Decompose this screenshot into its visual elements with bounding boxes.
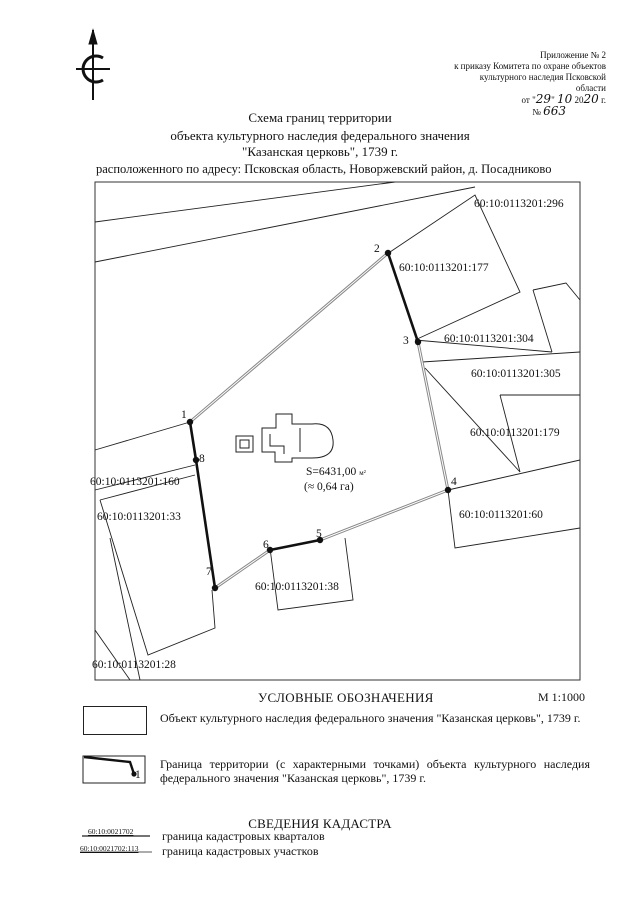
appendix-date: от "29" 10 2020 г. bbox=[521, 92, 606, 106]
cadastre-title: СВЕДЕНИЯ КАДАСТРА bbox=[248, 816, 392, 831]
parcel-label: 60:10:0113201:304 bbox=[444, 333, 534, 345]
date-day: 29 bbox=[535, 92, 552, 106]
point-label: 5 bbox=[316, 528, 322, 540]
boundary-point bbox=[385, 250, 391, 256]
date-year: 20 bbox=[574, 95, 584, 105]
order-number: 663 bbox=[543, 104, 566, 118]
parcel-label: 60:10:0113201:179 bbox=[470, 427, 560, 439]
parcel-label: 60:10:0113201:296 bbox=[474, 198, 564, 210]
point-label: 2 bbox=[374, 243, 380, 255]
legend-item-boundary: Граница территории (с характерными точками) объекта культурного наследия федерального значения "Казанская церковь", 1739 г. bbox=[160, 757, 590, 785]
point-label: 1 bbox=[181, 409, 187, 421]
area-value: S=6431,00 м² bbox=[306, 466, 366, 478]
parcel-sample-label: 60:10:0021702:113 bbox=[80, 844, 139, 853]
boundary-point bbox=[415, 339, 421, 345]
date-month: 10 bbox=[557, 92, 573, 106]
boundary-point bbox=[212, 585, 218, 591]
appendix-line2: к приказу Комитета по охране объектов bbox=[454, 61, 606, 71]
point-label: 4 bbox=[451, 476, 457, 488]
point-label: 7 bbox=[206, 566, 212, 578]
north-arrow-icon bbox=[76, 30, 110, 100]
point-label: 6 bbox=[263, 539, 269, 551]
map-scale: М 1:1000 bbox=[538, 690, 586, 704]
parcel-label: 60:10:0113201:28 bbox=[92, 659, 176, 671]
scheme-title-line1: Схема границ территории bbox=[248, 110, 392, 125]
point-label: 3 bbox=[403, 335, 409, 347]
parcel-label: 60:10:0113201:305 bbox=[471, 368, 561, 380]
area-hectares: (≈ 0,64 га) bbox=[304, 481, 354, 493]
scheme-title-line2: объекта культурного наследия федерального значения bbox=[170, 128, 470, 143]
parcel-boundary-text: граница кадастровых участков bbox=[162, 844, 319, 858]
quarter-sample-label: 60:10:0021702 bbox=[88, 827, 134, 836]
appendix-number: № 663 bbox=[532, 104, 566, 118]
parcel-label: 60:10:0113201:33 bbox=[97, 511, 181, 523]
scheme-title-line3: "Казанская церковь", 1739 г. bbox=[242, 144, 398, 159]
church-outline bbox=[236, 414, 333, 462]
legend-object-sample bbox=[83, 706, 147, 735]
appendix-line4: области bbox=[575, 83, 606, 93]
legend-title: УСЛОВНЫЕ ОБОЗНАЧЕНИЯ bbox=[258, 690, 434, 705]
date-year-hand: 20 bbox=[583, 92, 599, 106]
parcel-label: 60:10:0113201:160 bbox=[90, 476, 180, 488]
scheme-address: расположенного по адресу: Псковская область, Новоржевский район, д. Посадниково bbox=[96, 162, 552, 176]
appendix-line3: культурного наследия Псковской bbox=[479, 72, 606, 82]
legend-item-object: Объект культурного наследия федерального значения "Казанская церковь", 1739 г. bbox=[160, 711, 581, 725]
boundary-point bbox=[187, 419, 193, 425]
parcel-label: 60:10:0113201:60 bbox=[459, 509, 543, 521]
point-label: 8 bbox=[199, 453, 205, 465]
legend-boundary-sample bbox=[83, 756, 145, 783]
legend-point-label: 1 bbox=[135, 769, 141, 781]
quarter-boundary-text: граница кадастровых кварталов bbox=[162, 829, 325, 843]
appendix-line1: Приложение № 2 bbox=[540, 50, 606, 60]
parcel-label: 60:10:0113201:38 bbox=[255, 581, 339, 593]
parcel-label: 60:10:0113201:177 bbox=[399, 262, 489, 274]
